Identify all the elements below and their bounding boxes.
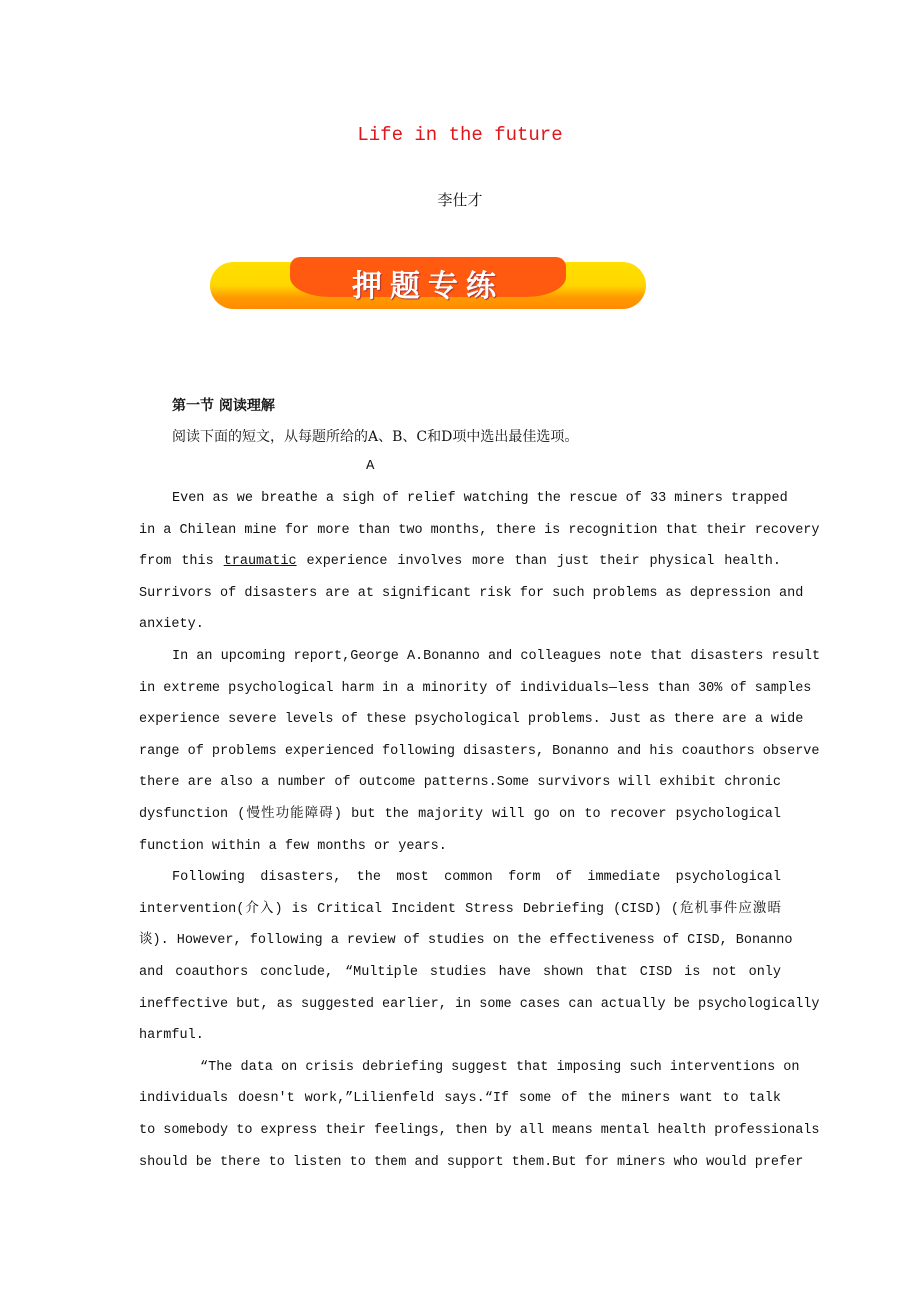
passage-line: range of problems experienced following disasters, Bonanno and his coauthors observe (139, 743, 820, 759)
passage-line: individuals doesn't work,”Lilienfeld says.“If some of the miners want to talk (139, 1091, 781, 1107)
passage-line: In an upcoming report,George A.Bonanno and colleagues note that disasters result (172, 649, 821, 664)
section-banner (210, 257, 646, 311)
passage-line: function within a few months or years. (139, 838, 447, 854)
banner-text: 押题专练 (352, 269, 504, 304)
passage-line: harmful. (139, 1028, 204, 1044)
passage-line: in a Chilean mine for more than two months, there is recognition that their recovery (139, 522, 820, 538)
passage-line: Following disasters, the most common form of immediate psychological (172, 870, 781, 886)
passage-line: should be there to listen to them and support them.But for miners who would prefer (139, 1154, 804, 1170)
passage-line: from this traumatic experience involves more than just their physical health. (139, 554, 781, 570)
document-title: Life in the future (357, 124, 563, 146)
passage-line: dysfunction (慢性功能障碍) but the majority will go on to recover psychological (139, 807, 781, 822)
passage-line: in extreme psychological harm in a minority of individuals—less than 30% of samples (139, 680, 812, 696)
passage-line: anxiety. (139, 617, 204, 633)
passage-line: and coauthors conclude, “Multiple studies have shown that CISD is not only (139, 965, 781, 980)
passage-line: there are also a number of outcome patterns.Some survivors will exhibit chronic (139, 775, 781, 791)
passage-line: “The data on crisis debriefing suggest that imposing such interventions on (200, 1059, 800, 1075)
underlined-word: traumatic (223, 554, 297, 570)
passage-label: A (366, 458, 375, 474)
section-heading: 第一节 阅读理解 (172, 398, 275, 414)
passage-line: ineffective but, as suggested earlier, in some cases can actually be psychologically (139, 996, 820, 1012)
passage-line: Even as we breathe a sigh of relief watching the rescue of 33 miners trapped (172, 491, 788, 506)
passage-line: to somebody to express their feelings, then by all means mental health professionals (139, 1123, 820, 1138)
passage-line: experience severe levels of these psychological problems. Just as there are a wide (139, 712, 804, 728)
instruction: 阅读下面的短文，从每题所给的A、B、C和D项中选出最佳选项。 (172, 429, 579, 445)
passage-line: 谈). However, following a review of studies on the effectiveness of CISD, Bonanno (139, 933, 793, 949)
passage-line: Surrivors of disasters are at significant risk for such problems as depression and (139, 585, 804, 601)
author: 李仕才 (437, 191, 483, 209)
passage-line: intervention(介入) is Critical Incident Stress Debriefing (CISD) (危机事件应激晤 (139, 901, 781, 917)
